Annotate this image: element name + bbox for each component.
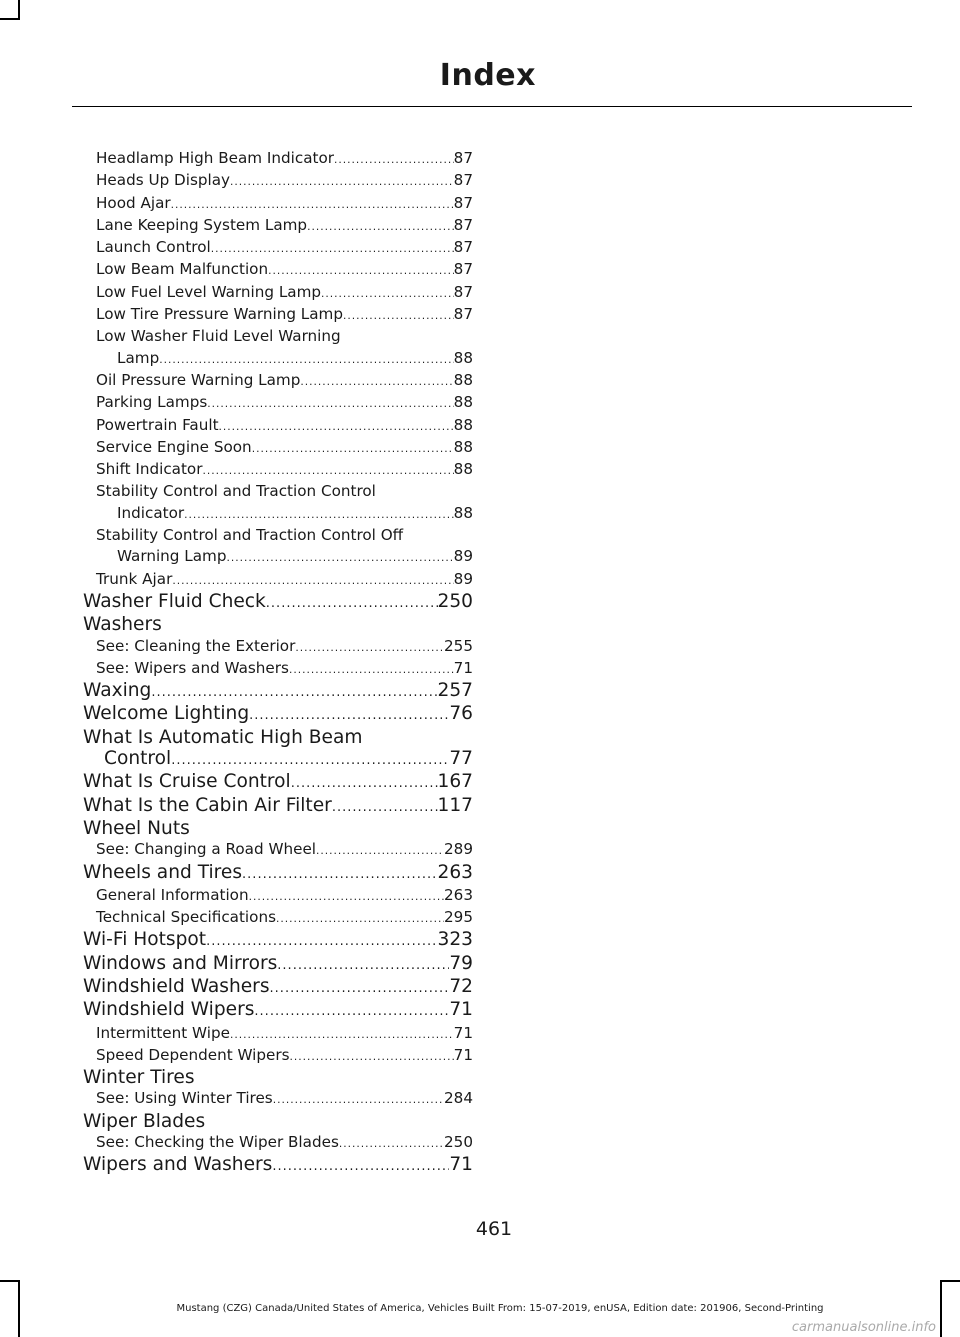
entry-label-line: What Is Automatic High Beam [83, 726, 363, 748]
entry-label: Indicator [117, 503, 185, 522]
dot-leader [307, 216, 454, 237]
dot-leader [207, 393, 453, 414]
index-subentry [83, 415, 473, 437]
entry-page-number: 295 [444, 908, 473, 927]
crop-mark-top-left [0, 18, 20, 20]
index-entry [83, 795, 473, 818]
crop-mark-bottom-right [940, 1280, 960, 1282]
entry-page-number: 71 [449, 999, 473, 1021]
entry-label: Low Beam Malfunction [96, 260, 269, 279]
dot-leader [266, 593, 438, 614]
index-heading: Washers [83, 614, 162, 636]
index-entry [83, 771, 473, 794]
dot-leader [321, 283, 454, 304]
index-entry [83, 680, 473, 703]
entry-label: Wheels and Tires [83, 861, 243, 883]
entry-label: Headlamp High Beam Indicator [96, 149, 335, 167]
entry-page-number: 87 [453, 193, 473, 212]
entry-label: Hood Ajar [96, 193, 171, 212]
entry-page-number: 89 [453, 547, 473, 566]
entry-label: Shift Indicator [96, 460, 203, 479]
entry-label: See: Checking the Wiper Blades [96, 1133, 339, 1152]
dot-leader [276, 908, 444, 929]
dot-leader [249, 886, 444, 907]
entry-page-number: 284 [444, 1089, 473, 1108]
entry-page-number: 250 [437, 590, 473, 612]
dot-leader [242, 864, 437, 885]
dot-leader [290, 1046, 454, 1067]
index-subentry [83, 326, 473, 370]
dot-leader [343, 305, 454, 326]
dot-leader [295, 637, 444, 658]
dot-leader [172, 570, 453, 591]
dot-leader [273, 1089, 444, 1110]
dot-leader [230, 1024, 454, 1045]
entry-label: Low Fuel Level Warning Lamp [96, 282, 322, 301]
index-subentry [83, 392, 473, 414]
entry-page-number: 88 [453, 460, 473, 479]
dot-leader [219, 416, 454, 437]
index-subentry [83, 525, 473, 569]
dot-leader [268, 260, 454, 281]
index-entry [83, 727, 473, 772]
entry-page-number: 88 [453, 370, 473, 389]
index-subentry [83, 658, 473, 680]
entry-page-number: 250 [444, 1133, 473, 1152]
entry-label: Windows and Mirrors [83, 952, 278, 974]
entry-label: Technical Specifications [96, 908, 276, 927]
dot-leader [289, 659, 454, 680]
index-entry [83, 953, 473, 976]
index-subentry [83, 459, 473, 481]
entry-page-number: 323 [437, 929, 473, 951]
entry-page-number: 255 [444, 636, 473, 655]
dot-leader [300, 371, 453, 392]
entry-page-number: 71 [449, 1154, 473, 1176]
entry-label: Low Tire Pressure Warning Lamp [96, 305, 343, 324]
watermark: carmanualsonline.info [791, 1320, 936, 1335]
entry-page-number: 87 [453, 305, 473, 324]
index-subentry [83, 259, 473, 281]
entry-page-number: 79 [449, 952, 473, 974]
dot-leader [249, 705, 449, 726]
title-divider [72, 106, 912, 107]
entry-page-number: 88 [453, 503, 473, 522]
dot-leader [316, 840, 444, 861]
dot-leader [226, 547, 453, 568]
entry-label: Wi-Fi Hotspot [83, 929, 207, 951]
index-heading: Winter Tires [83, 1067, 195, 1089]
footer-text: Mustang (CZG) Canada/United States of America, Vehicles Built From: 15-07-2019, enUSA, Edition date: 201906, Second-Printing [176, 1303, 824, 1314]
index-heading: Wiper Blades [83, 1110, 206, 1132]
entry-label: Trunk Ajar [96, 569, 173, 588]
entry-label: See: Changing a Road Wheel [96, 840, 317, 859]
index-subentry [83, 569, 473, 591]
entry-label: Service Engine Soon [96, 437, 252, 456]
index-subentry [83, 170, 473, 192]
index-subentry [83, 304, 473, 326]
dot-leader [291, 773, 438, 794]
dot-leader [254, 1001, 449, 1022]
entry-label: See: Cleaning the Exterior [96, 636, 296, 655]
entry-label: Intermittent Wipe [96, 1023, 230, 1042]
entry-page-number: 89 [453, 569, 473, 588]
entry-page-number: 87 [453, 260, 473, 279]
entry-label-line: Low Washer Fluid Level Warning [96, 327, 341, 346]
entry-label: Lane Keeping System Lamp [96, 215, 308, 234]
index-subentry [83, 237, 473, 259]
entry-page-number: 87 [453, 238, 473, 257]
entry-label: Parking Lamps [96, 393, 208, 412]
index-entry [83, 1154, 473, 1177]
dot-leader [171, 194, 454, 215]
index-subentry [83, 1045, 473, 1067]
index-entry [83, 591, 473, 614]
entry-page-number: 72 [449, 975, 473, 997]
index-list [83, 148, 473, 1178]
entry-label: See: Wipers and Washers [96, 658, 289, 677]
entry-page-number: 88 [453, 348, 473, 367]
entry-page-number: 87 [453, 149, 473, 167]
dot-leader [159, 349, 453, 370]
entry-label: See: Using Winter Tires [96, 1089, 273, 1108]
index-entry [83, 862, 473, 885]
entry-label: Waxing [83, 680, 152, 702]
index-subentry [83, 481, 473, 525]
index-subentry [83, 1023, 473, 1045]
index-subentry [83, 636, 473, 658]
dot-leader [339, 1133, 444, 1154]
entry-page-number: 87 [453, 215, 473, 234]
page-title: Index [439, 58, 536, 93]
index-subentry [83, 885, 473, 907]
dot-leader [202, 460, 453, 481]
entry-page-number: 76 [449, 703, 473, 725]
entry-label: Control [104, 748, 172, 770]
entry-page-number: 71 [453, 658, 473, 677]
entry-page-number: 88 [453, 415, 473, 434]
entry-page-number: 263 [437, 861, 473, 883]
index-subentry [83, 437, 473, 459]
dot-leader [230, 171, 454, 192]
dot-leader [270, 978, 450, 999]
dot-leader [211, 238, 454, 259]
index-entry [83, 703, 473, 726]
entry-label: Lamp [117, 348, 160, 367]
entry-page-number: 88 [453, 437, 473, 456]
dot-leader [332, 797, 438, 818]
entry-page-number: 263 [444, 885, 473, 904]
index-subentry [83, 370, 473, 392]
index-subentry [83, 1088, 473, 1110]
index-subentry [83, 148, 473, 170]
entry-label: Oil Pressure Warning Lamp [96, 370, 301, 389]
page-number: 461 [475, 1218, 513, 1240]
entry-label: What Is the Cabin Air Filter [83, 794, 332, 816]
dot-leader [184, 504, 454, 525]
index-entry [83, 929, 473, 952]
crop-mark-bottom-left [0, 1280, 20, 1282]
index-subentry [83, 839, 473, 861]
entry-label: Wipers and Washers [83, 1154, 273, 1176]
entry-label: Windshield Washers [83, 975, 270, 997]
index-entry [83, 999, 473, 1022]
dot-leader [206, 931, 437, 952]
dot-leader [151, 682, 437, 703]
entry-label: Warning Lamp [117, 547, 227, 566]
entry-page-number: 117 [437, 794, 473, 816]
entry-label: Welcome Lighting [83, 703, 250, 725]
entry-label: Launch Control [96, 238, 211, 257]
index-subentry [83, 215, 473, 237]
entry-label-line: Stability Control and Traction Control [96, 482, 376, 501]
entry-label: Speed Dependent Wipers [96, 1045, 290, 1064]
entry-page-number: 87 [453, 171, 473, 190]
index-subentry [83, 193, 473, 215]
index-subentry [83, 907, 473, 929]
index-entry [83, 976, 473, 999]
entry-page-number: 77 [449, 748, 473, 770]
entry-page-number: 71 [453, 1023, 473, 1042]
entry-label: Windshield Wipers [83, 999, 255, 1021]
entry-label-line: Stability Control and Traction Control Off [96, 526, 404, 545]
entry-label: Heads Up Display [96, 171, 231, 190]
index-subentry [83, 1132, 473, 1154]
dot-leader [277, 955, 449, 976]
entry-page-number: 88 [453, 393, 473, 412]
crop-mark-top-left [18, 0, 20, 20]
index-subentry [83, 282, 473, 304]
dot-leader [272, 1156, 449, 1177]
entry-label: Powertrain Fault [96, 415, 219, 434]
entry-label: Washer Fluid Check [83, 590, 266, 612]
entry-page-number: 257 [437, 680, 473, 702]
entry-page-number: 87 [453, 282, 473, 301]
entry-label: General Information [96, 885, 249, 904]
dot-leader [334, 149, 454, 170]
dot-leader [252, 438, 454, 459]
entry-label: What Is Cruise Control [83, 771, 291, 793]
entry-page-number: 71 [453, 1045, 473, 1064]
dot-leader [171, 750, 449, 771]
entry-page-number: 289 [444, 840, 473, 859]
entry-page-number: 167 [437, 771, 473, 793]
index-heading: Wheel Nuts [83, 817, 190, 839]
